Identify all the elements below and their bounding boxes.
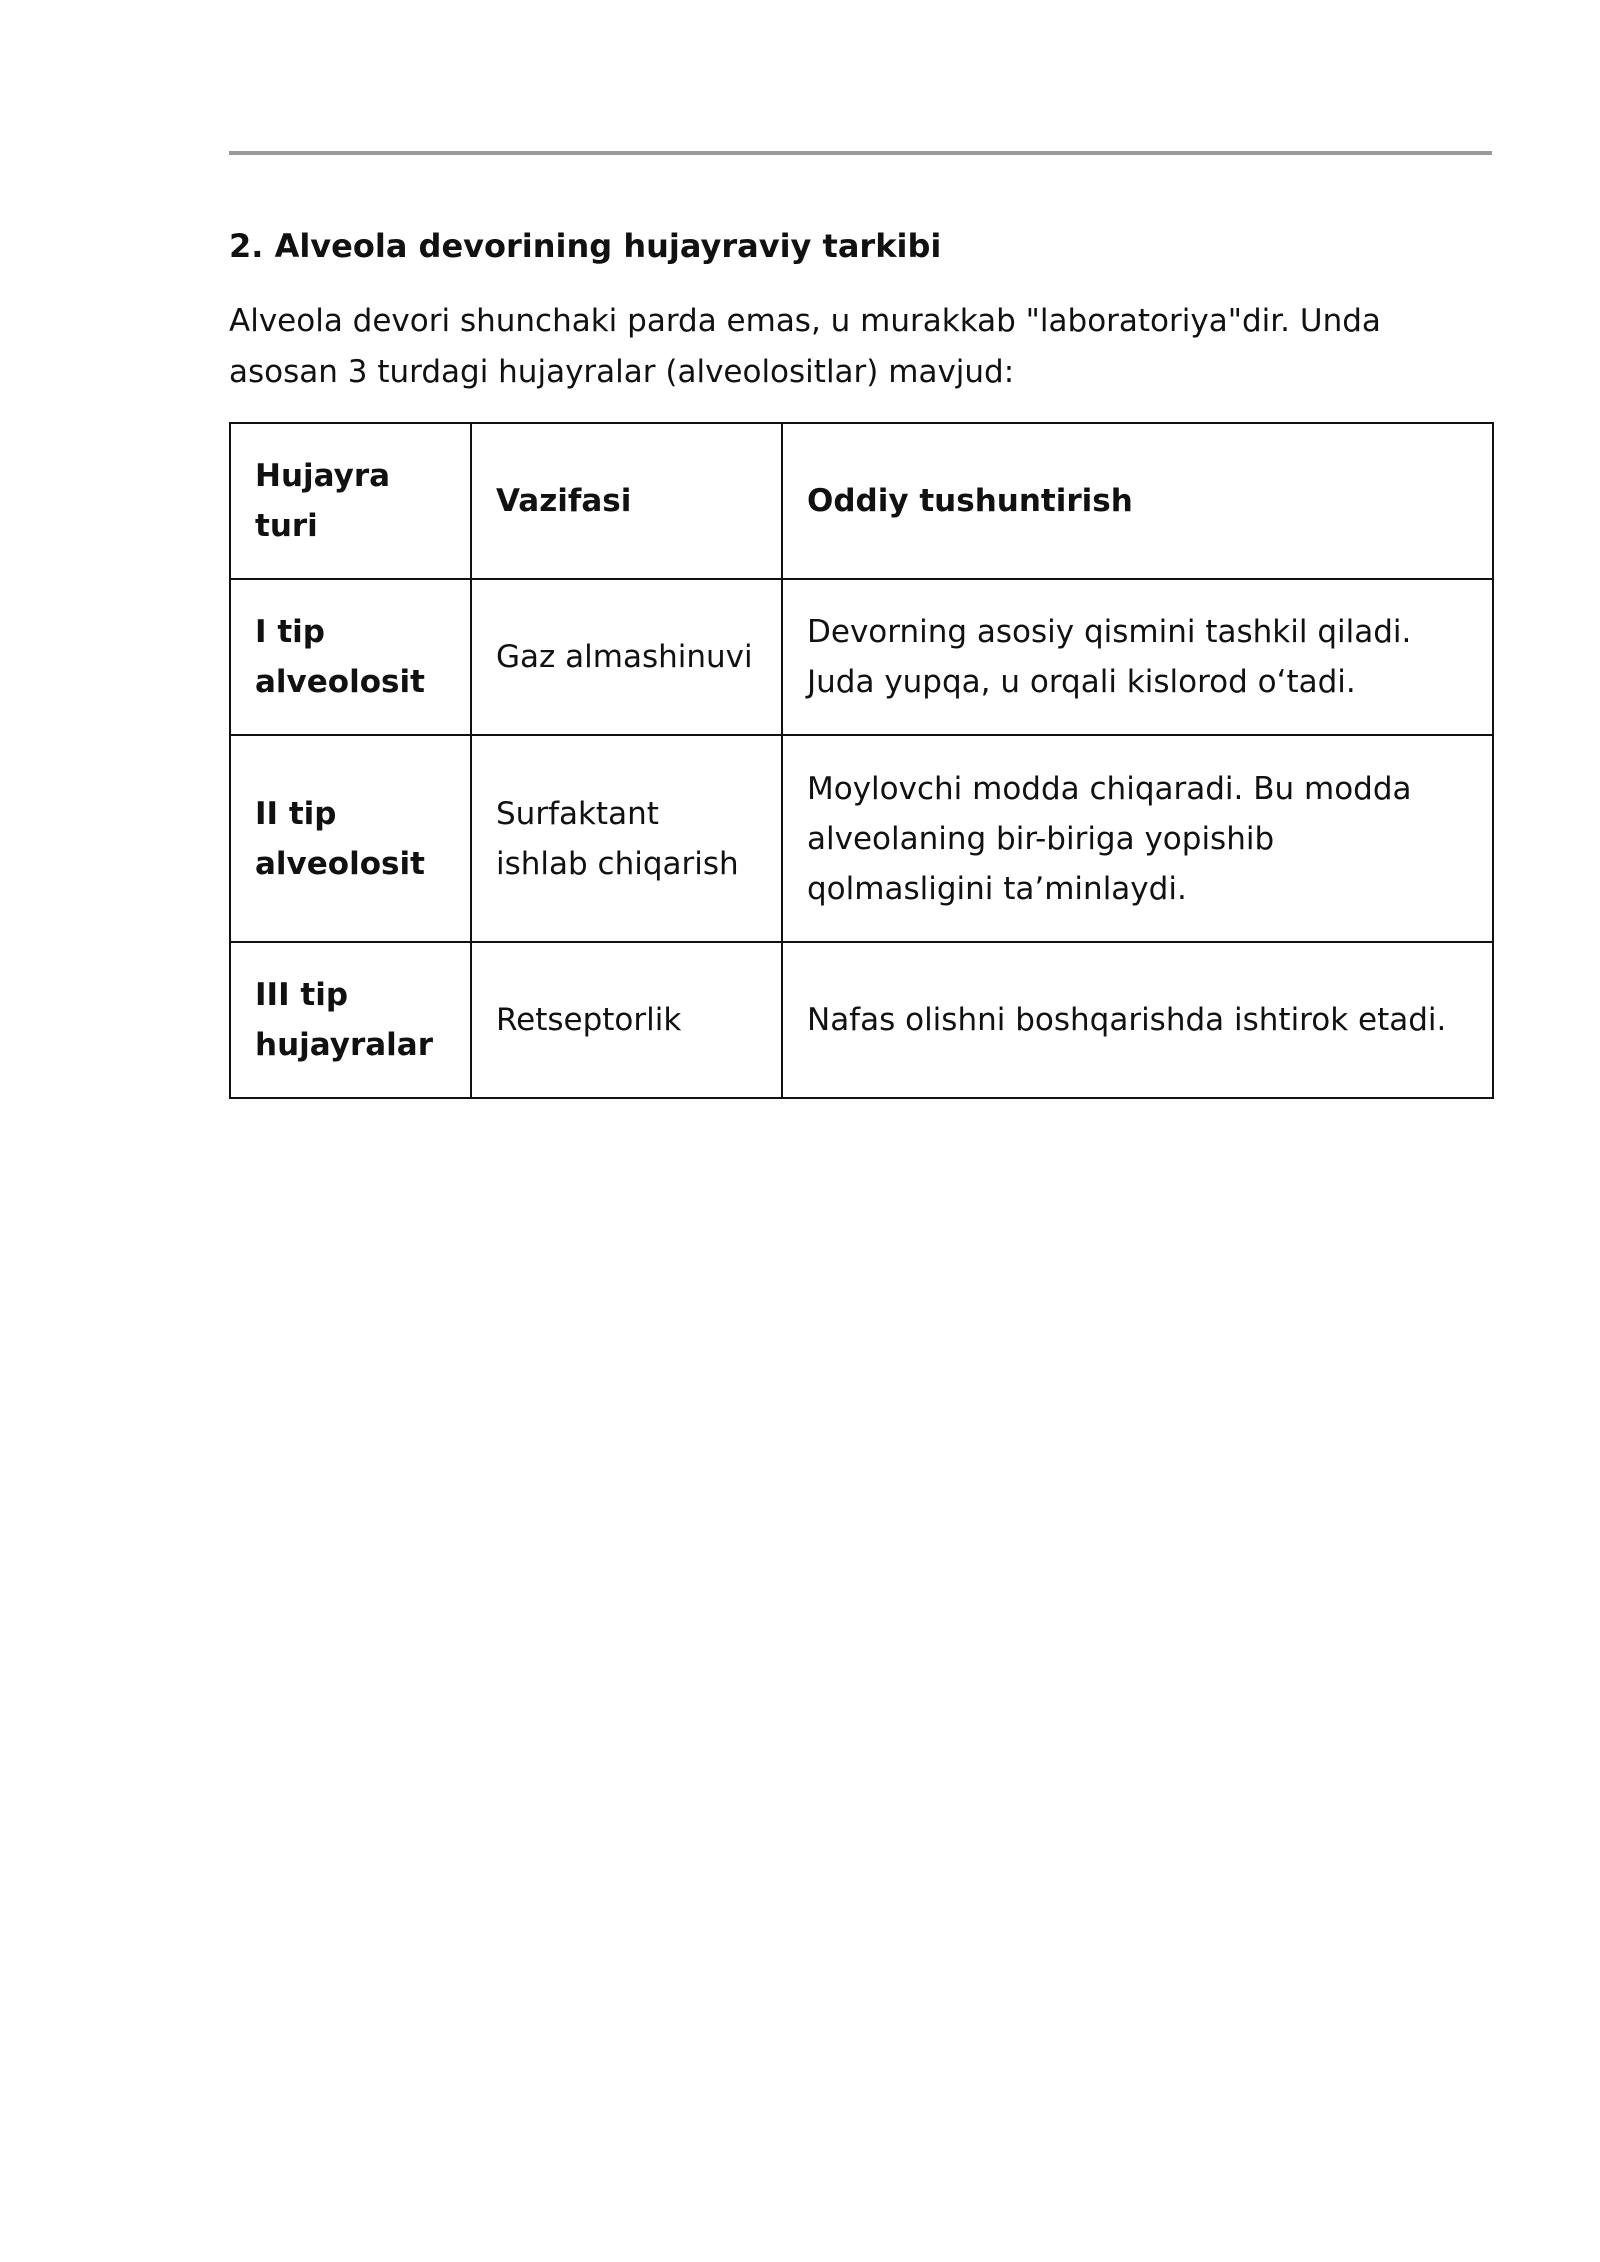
cell-function: Gaz almashinuvi (471, 579, 782, 735)
cell-function: Surfaktant ishlab chiqarish (471, 735, 782, 942)
column-header-explanation: Oddiy tushuntirish (782, 423, 1493, 579)
cell-explanation: Moylovchi modda chiqaradi. Bu modda alveolaning bir-biriga yopishib qolmasligini ta’minlaydi. (782, 735, 1493, 942)
cell-type: II tip alveolosit (230, 735, 471, 942)
cell-types-table (229, 422, 1494, 1099)
table-row (230, 942, 1493, 1098)
column-header-cell-type: Hujayra turi (230, 423, 471, 579)
horizontal-rule (229, 151, 1492, 155)
section-heading: 2. Alveola devorining hujayraviy tarkibi (229, 227, 942, 265)
table-row (230, 735, 1493, 942)
cell-function: Retseptorlik (471, 942, 782, 1098)
cell-explanation: Devorning asosiy qismini tashkil qiladi. Juda yupqa, u orqali kislorod o‘tadi. (782, 579, 1493, 735)
cell-type: I tip alveolosit (230, 579, 471, 735)
table-row (230, 579, 1493, 735)
cell-type: III tip hujayralar (230, 942, 471, 1098)
intro-paragraph: Alveola devori shunchaki parda emas, u murakkab "laboratoriya"dir. Unda asosan 3 turdagi hujayralar (alveolositlar) mavjud: (229, 303, 1381, 390)
column-header-function: Vazifasi (471, 423, 782, 579)
table-header-row (230, 423, 1493, 579)
cell-explanation: Nafas olishni boshqarishda ishtirok etadi. (782, 942, 1493, 1098)
